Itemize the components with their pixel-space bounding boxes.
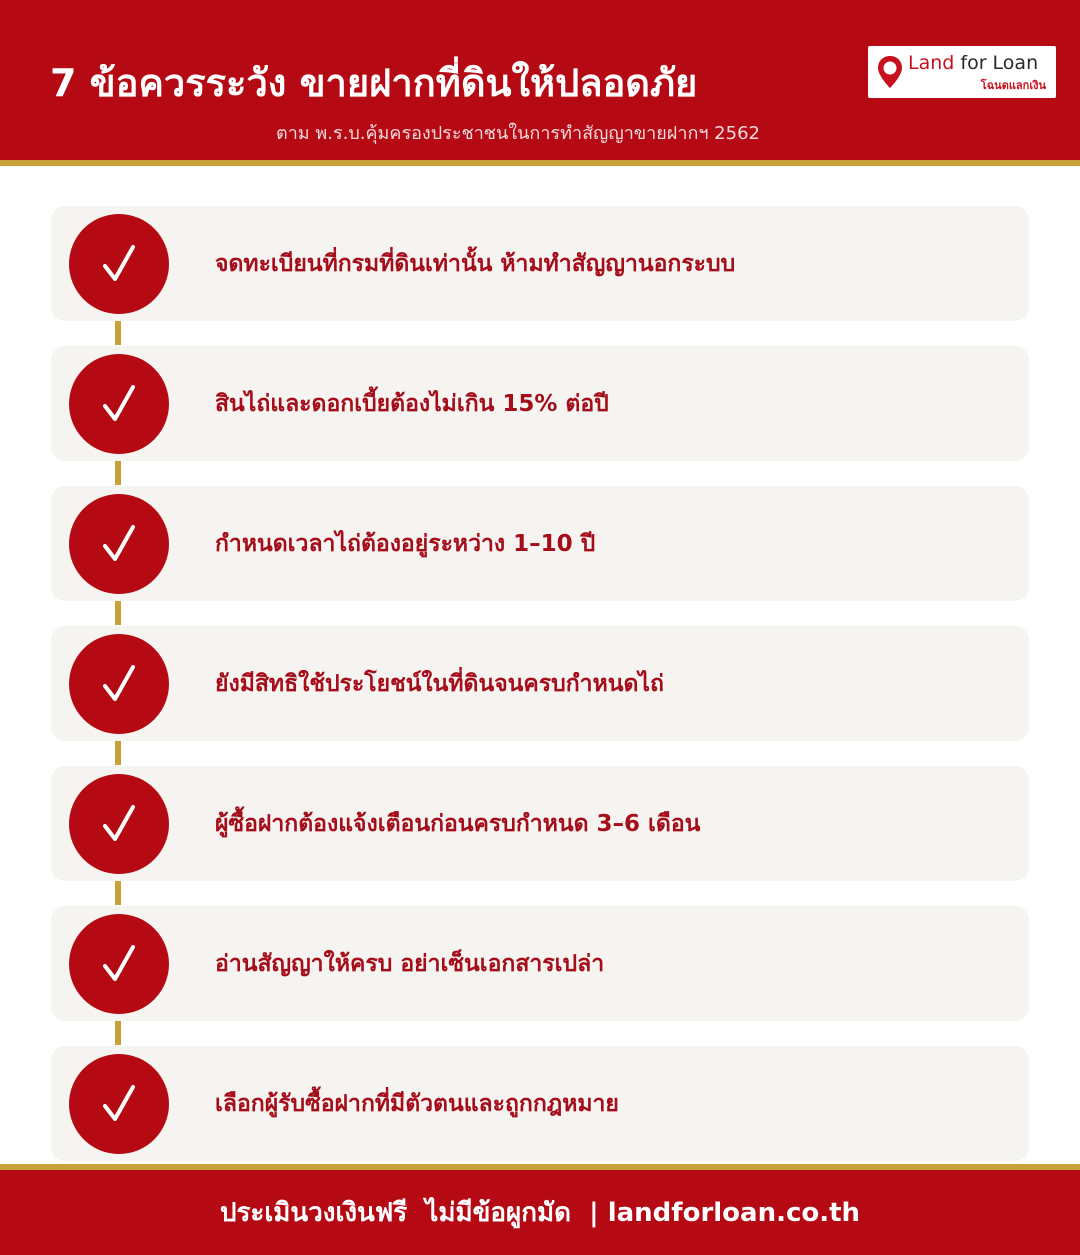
checklist-item [51, 626, 1029, 741]
logo-word-for-loan: for Loan [954, 52, 1039, 74]
check-icon [69, 914, 169, 1014]
page-subtitle: ตาม พ.ร.บ.คุ้มครองประชาชนในการทำสัญญาขายฝากฯ 2562 [276, 123, 760, 144]
timeline-connector [115, 881, 121, 905]
timeline-connector [115, 1021, 121, 1045]
brand-logo[interactable] [868, 46, 1056, 98]
checklist-item [51, 906, 1029, 1021]
checklist-item [51, 346, 1029, 461]
logo-word-land: Land [908, 52, 955, 74]
checklist-item-text: ผู้ซื้อฝากต้องแจ้งเตือนก่อนครบกำหนด 3–6 เดือน [215, 810, 701, 837]
logo-tagline: โฉนดแลกเงิน [980, 79, 1046, 92]
checklist-item-text: อ่านสัญญาให้ครบ อย่าเซ็นเอกสารเปล่า [215, 950, 605, 977]
check-icon [69, 494, 169, 594]
checklist-item-text: กำหนดเวลาไถ่ต้องอยู่ระหว่าง 1–10 ปี [215, 530, 596, 557]
checklist-item [51, 486, 1029, 601]
timeline-connector [115, 741, 121, 765]
timeline-connector [115, 601, 121, 625]
checklist-item [51, 766, 1029, 881]
map-pin-icon [877, 55, 903, 89]
logo-wordmark [908, 52, 1038, 74]
timeline-connector [115, 321, 121, 345]
page-title: 7 ข้อควรระวัง ขายฝากที่ดินให้ปลอดภัย [50, 61, 698, 105]
check-icon [69, 214, 169, 314]
check-icon [69, 1054, 169, 1154]
header-divider [0, 160, 1080, 166]
check-icon [69, 634, 169, 734]
checklist-item-text: สินไถ่และดอกเบี้ยต้องไม่เกิน 15% ต่อปี [215, 390, 609, 417]
footer-banner [0, 1170, 1080, 1255]
checklist-item-text: ยังมีสิทธิใช้ประโยชน์ในที่ดินจนครบกำหนดไถ่ [215, 670, 664, 697]
checklist-item [51, 206, 1029, 321]
check-icon [69, 774, 169, 874]
check-icon [69, 354, 169, 454]
checklist-item-text: จดทะเบียนที่กรมที่ดินเท่านั้น ห้ามทำสัญญานอกระบบ [215, 250, 736, 277]
footer-cta-link[interactable]: ประเมินวงเงินฟรี ไม่มีข้อผูกมัด | landforloan.co.th [219, 1198, 861, 1228]
checklist-item [51, 1046, 1029, 1161]
checklist-item-text: เลือกผู้รับซื้อฝากที่มีตัวตนและถูกกฎหมาย [215, 1090, 619, 1117]
header-banner [0, 0, 1080, 160]
timeline-connector [115, 461, 121, 485]
